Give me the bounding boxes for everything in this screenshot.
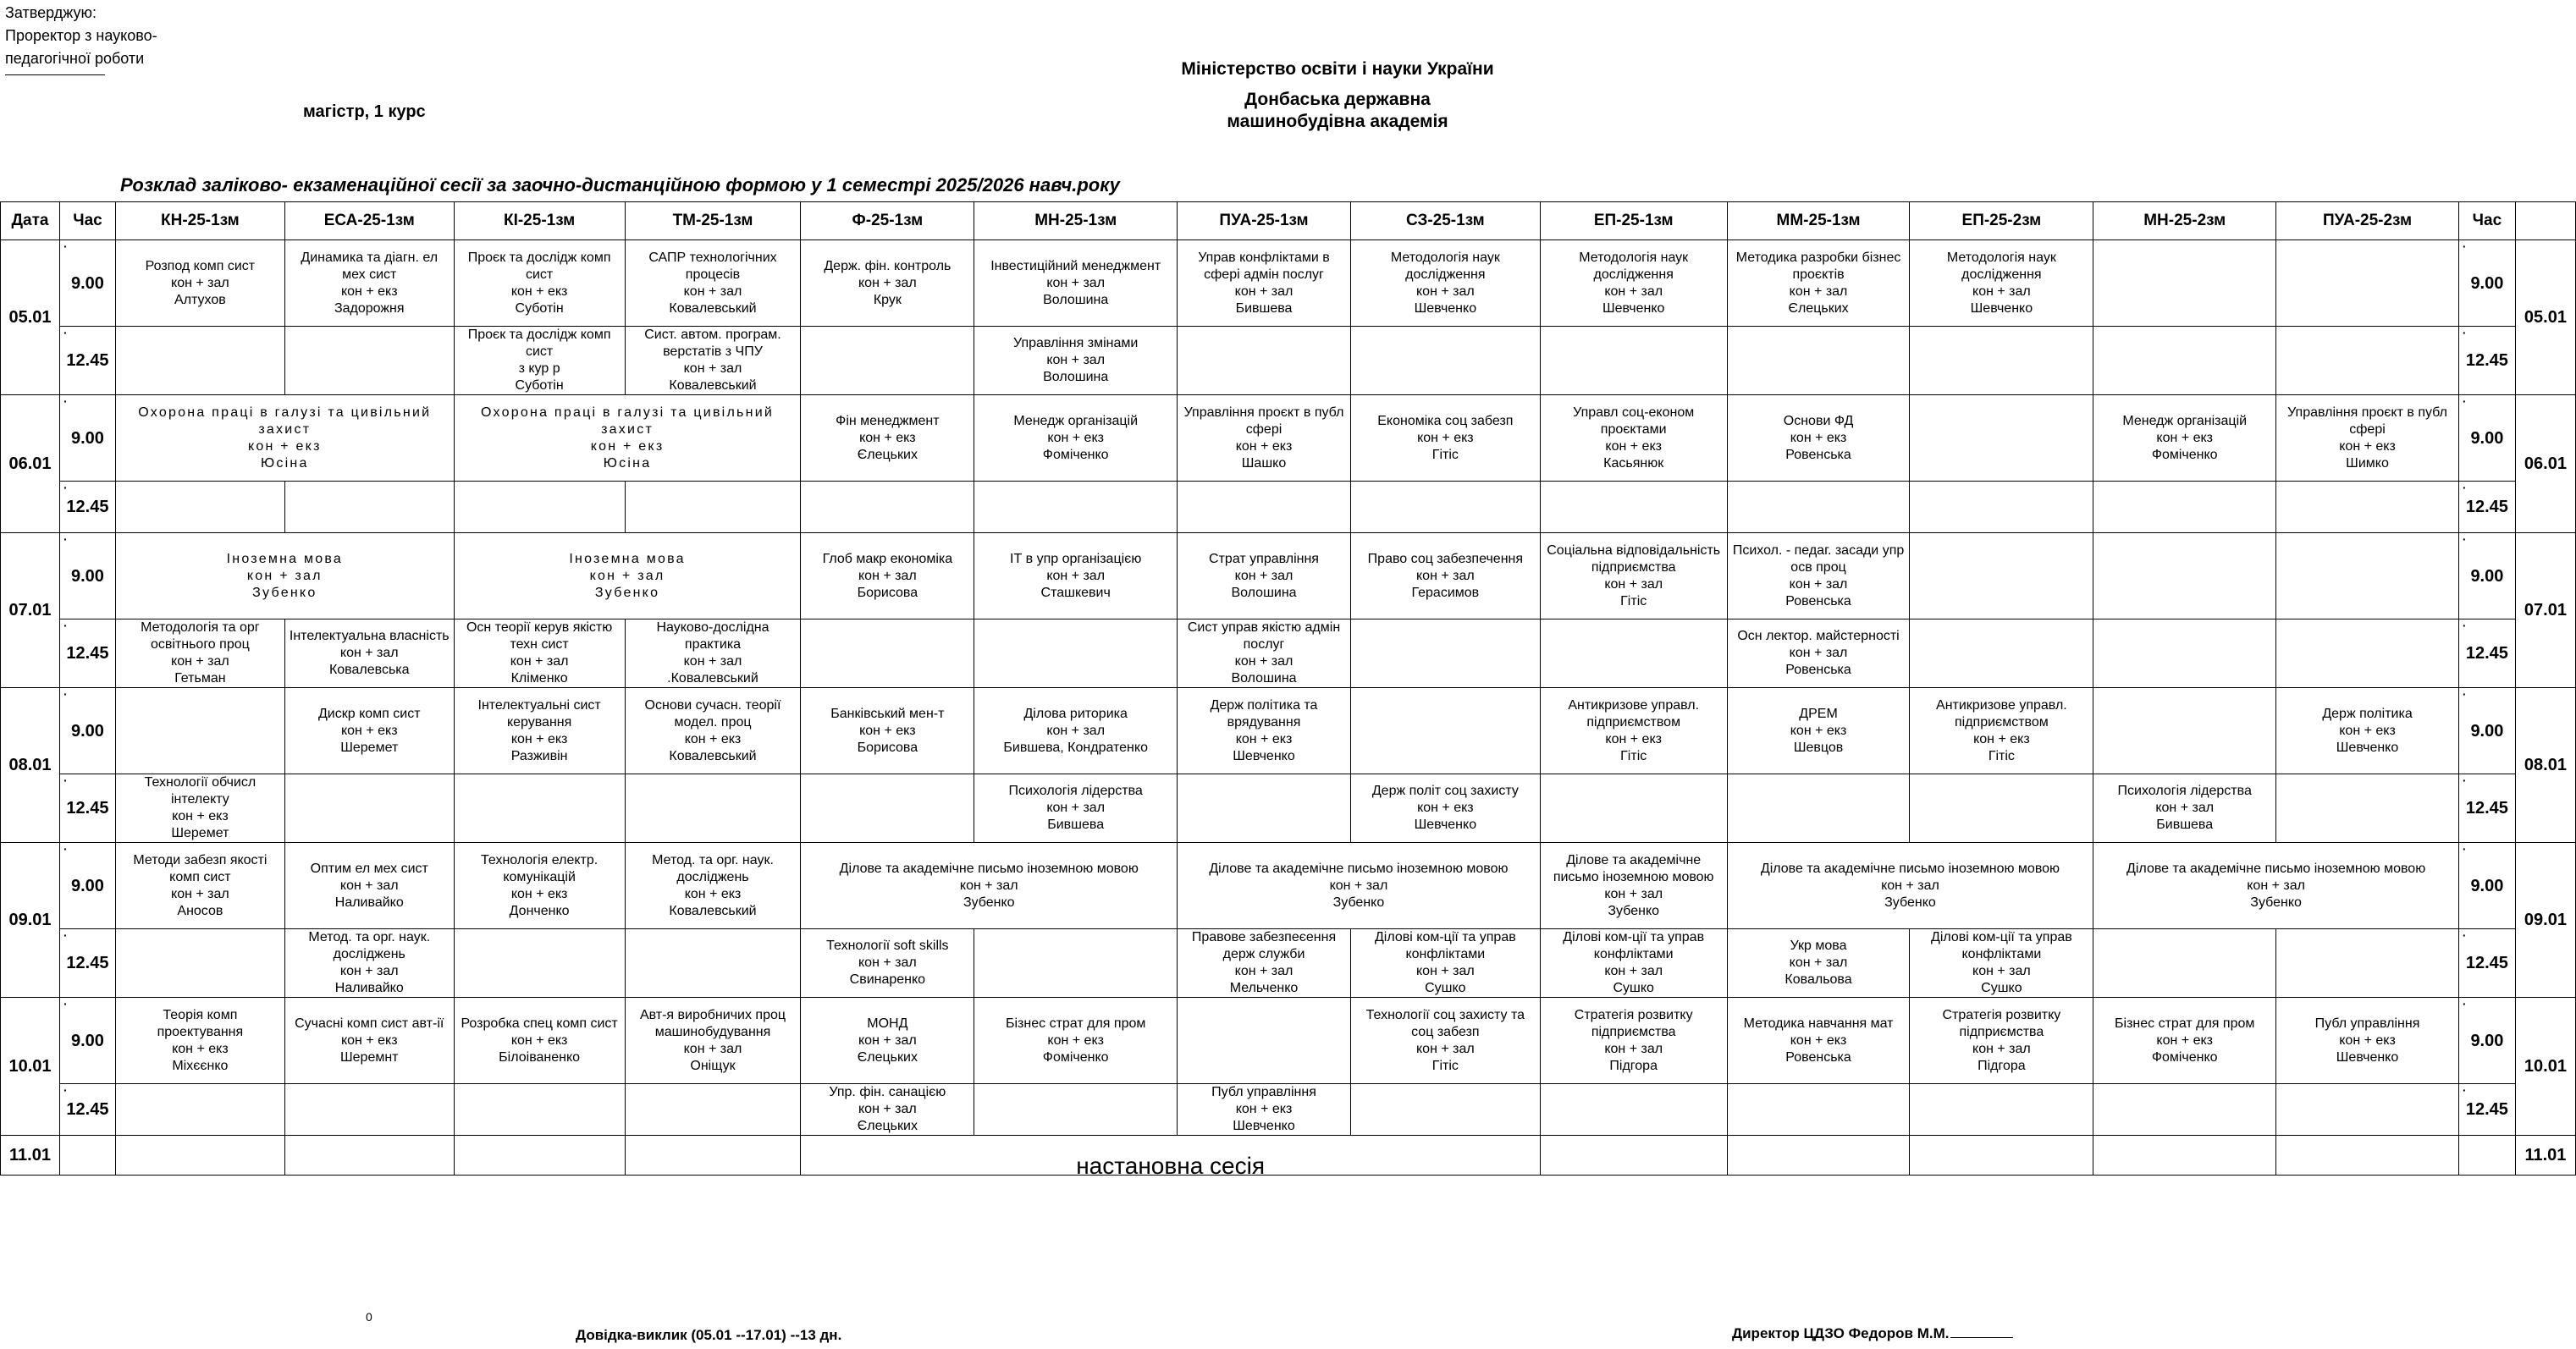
- slot-time-right: · 9.00: [2458, 998, 2515, 1084]
- class-cell: Психологія лідерства кон + зал Бившева: [974, 774, 1178, 843]
- date-header: Дата: [1, 202, 60, 240]
- class-cell: Проєк та дослідж комп сист кон + екз Суботін: [454, 240, 625, 327]
- class-cell: Менедж організацій кон + екз Фоміченко: [2093, 395, 2276, 482]
- class-cell: [2093, 240, 2276, 327]
- signature-line: [5, 74, 105, 75]
- class-cell: [454, 929, 625, 998]
- schedule-row: [1, 774, 2576, 843]
- session-label: настановна сесія: [801, 1136, 1540, 1176]
- slot-time: · 9.00: [59, 395, 115, 482]
- class-cell: Охорона праці в галузі та цивільний захист кон + екз Юсіна: [454, 395, 801, 482]
- class-cell: [801, 482, 974, 533]
- schedule-row: [1, 395, 2576, 482]
- class-cell: [115, 482, 284, 533]
- session-empty-cell: [1727, 1136, 1910, 1176]
- class-cell: [1727, 774, 1910, 843]
- class-cell: Ділове та академічне письмо іноземною мовою кон + зал Зубенко: [1727, 843, 2093, 929]
- class-cell: Укр мова кон + зал Ковальова: [1727, 929, 1910, 998]
- class-cell: [1540, 1084, 1727, 1136]
- class-cell: Методи забезп якості комп сист кон + зал Аносов: [115, 843, 284, 929]
- class-cell: Технологія електр. комунікацій кон + екз Донченко: [454, 843, 625, 929]
- schedule-row: [1, 533, 2576, 619]
- class-cell: Держ політика кон + екз Шевченко: [2276, 688, 2459, 774]
- class-cell: Ділове та академічне письмо іноземною мовою кон + зал Зубенко: [2093, 843, 2459, 929]
- slot-time: · 12.45: [59, 327, 115, 395]
- class-cell: [1350, 1084, 1540, 1136]
- class-cell: Психол. - педаг. засади упр осв проц кон + зал Ровенська: [1727, 533, 1910, 619]
- class-cell: [974, 929, 1178, 998]
- class-cell: Менедж організацій кон + екз Фоміченко: [974, 395, 1178, 482]
- class-cell: ДРЕМ кон + екз Шевцов: [1727, 688, 1910, 774]
- time-header-right: Час: [2458, 202, 2515, 240]
- session-empty-cell: [2093, 1136, 2276, 1176]
- class-cell: Управління проєкт в публ сфері кон + екз Шашко: [1178, 395, 1351, 482]
- day-date-right: 08.01: [2515, 688, 2575, 843]
- class-cell: Управління проєкт в публ сфері кон + екз Шимко: [2276, 395, 2459, 482]
- slot-time-right: · 12.45: [2458, 619, 2515, 688]
- class-cell: Держ політ соц захисту кон + екз Шевченко: [1350, 774, 1540, 843]
- class-cell: Бізнес страт для пром кон + екз Фоміченко: [2093, 998, 2276, 1084]
- class-cell: [1910, 619, 2093, 688]
- session-empty-cell: [2276, 1136, 2459, 1176]
- class-cell: Сист. автом. програм. верстатів з ЧПУ кон + зал Ковалевський: [625, 327, 801, 395]
- class-cell: [1540, 774, 1727, 843]
- class-cell: Ділове та академічне письмо іноземною мовою кон + зал Зубенко: [1540, 843, 1727, 929]
- class-cell: [1910, 774, 2093, 843]
- group-header: Ф-25-1зм: [801, 202, 974, 240]
- class-cell: [2093, 1084, 2276, 1136]
- class-cell: Право соц забезпечення кон + зал Герасимов: [1350, 533, 1540, 619]
- class-cell: Ділове та академічне письмо іноземною мовою кон + зал Зубенко: [801, 843, 1178, 929]
- time-header: Час: [59, 202, 115, 240]
- class-cell: [625, 1084, 801, 1136]
- class-cell: Сист управ якістю адмін послуг кон + зал Волошина: [1178, 619, 1351, 688]
- approval-block: [5, 2, 157, 70]
- class-cell: [1540, 327, 1727, 395]
- class-cell: [801, 774, 974, 843]
- slot-time: · 9.00: [59, 998, 115, 1084]
- class-cell: Антикризове управл. підприємством кон + екз Гітіс: [1910, 688, 2093, 774]
- class-cell: Технології soft skills кон + зал Свинаренко: [801, 929, 974, 998]
- class-cell: Глоб макр економіка кон + зал Борисова: [801, 533, 974, 619]
- class-cell: Сучасні комп сист авт-ії кон + екз Шеремнт: [284, 998, 454, 1084]
- slot-time: · 12.45: [59, 774, 115, 843]
- slot-time-right: · 12.45: [2458, 327, 2515, 395]
- group-header: ТМ-25-1зм: [625, 202, 801, 240]
- slot-time-right: · 9.00: [2458, 688, 2515, 774]
- day-date-right: 05.01: [2515, 240, 2575, 395]
- class-cell: Стратегія розвитку підприємства кон + зал Підгора: [1910, 998, 2093, 1084]
- day-date: 05.01: [1, 240, 60, 395]
- schedule-row: [1, 998, 2576, 1084]
- slot-time: · 12.45: [59, 1084, 115, 1136]
- class-cell: Публ управління кон + екз Шевченко: [1178, 1084, 1351, 1136]
- class-cell: [2276, 619, 2459, 688]
- group-header: МН-25-2зм: [2093, 202, 2276, 240]
- day-date: 09.01: [1, 843, 60, 998]
- class-cell: Ділові ком-ції та управ конфліктами кон + зал Сушко: [1350, 929, 1540, 998]
- class-cell: Розробка спец комп сист кон + екз Білоіваненко: [454, 998, 625, 1084]
- class-cell: Осн лектор. майстерності кон + зал Ровенська: [1727, 619, 1910, 688]
- class-cell: Управ конфліктами в сфері адмін послуг кон + зал Бившева: [1178, 240, 1351, 327]
- header-row: [1, 202, 2576, 240]
- schedule-row: [1, 240, 2576, 327]
- class-cell: Осн теорії керув якістю техн сист кон + зал Кліменко: [454, 619, 625, 688]
- class-cell: [1350, 688, 1540, 774]
- class-cell: Основи ФД кон + екз Ровенська: [1727, 395, 1910, 482]
- class-cell: [2276, 774, 2459, 843]
- class-cell: [974, 619, 1178, 688]
- class-cell: Упр. фін. санацією кон + зал Єлецьких: [801, 1084, 974, 1136]
- class-cell: [625, 482, 801, 533]
- slot-time: · 12.45: [59, 619, 115, 688]
- slot-time-right: · 9.00: [2458, 843, 2515, 929]
- class-cell: [625, 929, 801, 998]
- class-cell: Ділові ком-ції та управ конфліктами кон + зал Сушко: [1540, 929, 1727, 998]
- slot-time-right: · 12.45: [2458, 482, 2515, 533]
- schedule-row: [1, 327, 2576, 395]
- session-row: [1, 1136, 2576, 1176]
- slot-time: · 9.00: [59, 688, 115, 774]
- session-date: 11.01: [1, 1136, 60, 1176]
- slot-time-right: · 12.45: [2458, 774, 2515, 843]
- class-cell: [1910, 395, 2093, 482]
- class-cell: Управління змінами кон + зал Волошина: [974, 327, 1178, 395]
- group-header: ЕСА-25-1зм: [284, 202, 454, 240]
- session-time-blank: [59, 1136, 115, 1176]
- class-cell: [1178, 482, 1351, 533]
- class-cell: [454, 482, 625, 533]
- class-cell: Управл соц-економ проєктами кон + екз Касьянюк: [1540, 395, 1727, 482]
- class-cell: Ділове та академічне письмо іноземною мовою кон + зал Зубенко: [1178, 843, 1541, 929]
- session-empty-cell: [1540, 1136, 1727, 1176]
- class-cell: [2276, 240, 2459, 327]
- class-cell: [2276, 533, 2459, 619]
- class-cell: Іноземна мова кон + зал Зубенко: [454, 533, 801, 619]
- session-empty-cell: [454, 1136, 625, 1176]
- class-cell: Економіка соц забезп кон + екз Гітіс: [1350, 395, 1540, 482]
- class-cell: [1178, 998, 1351, 1084]
- slot-time: · 9.00: [59, 533, 115, 619]
- class-cell: Держ. фін. контроль кон + зал Крук: [801, 240, 974, 327]
- class-cell: Методика навчання мат кон + екз Ровенська: [1727, 998, 1910, 1084]
- slot-time-right: · 9.00: [2458, 240, 2515, 327]
- session-date-right: 11.01: [2515, 1136, 2575, 1176]
- class-cell: [1727, 482, 1910, 533]
- day-date: 06.01: [1, 395, 60, 533]
- class-cell: Основи сучасн. теорії модел. проц кон + екз Ковалевський: [625, 688, 801, 774]
- slot-time: · 12.45: [59, 482, 115, 533]
- class-cell: Держ політика та врядування кон + екз Шевченко: [1178, 688, 1351, 774]
- class-cell: Стратегія розвитку підприємства кон + зал Підгора: [1540, 998, 1727, 1084]
- class-cell: Методологія наук дослідження кон + зал Шевченко: [1540, 240, 1727, 327]
- session-empty-cell: [1910, 1136, 2093, 1176]
- class-cell: [454, 774, 625, 843]
- class-cell: Страт управління кон + зал Волошина: [1178, 533, 1351, 619]
- schedule-title: Розклад заліково- екзаменаційної сесії за заочно-дистанційною формою у 1 семестрі 2025/2026 навч.року: [120, 174, 1120, 195]
- class-cell: Антикризове управл. підприємством кон + екз Гітіс: [1540, 688, 1727, 774]
- class-cell: Фін менеджмент кон + екз Єлецьких: [801, 395, 974, 482]
- class-cell: Метод. та орг. наук. досліджень кон + екз Ковалевський: [625, 843, 801, 929]
- group-header: КІ-25-1зм: [454, 202, 625, 240]
- class-cell: Ділова риторика кон + зал Бившева, Кондратенко: [974, 688, 1178, 774]
- academy-line-1: Донбаська державна: [1244, 90, 1431, 109]
- class-cell: [2093, 533, 2276, 619]
- class-cell: Інтелектуальна власність кон + зал Ковалевська: [284, 619, 454, 688]
- class-cell: Оптим ел мех сист кон + зал Наливайко: [284, 843, 454, 929]
- class-cell: [1910, 482, 2093, 533]
- class-cell: Технології обчисл інтелекту кон + екз Шеремет: [115, 774, 284, 843]
- class-cell: Інтелектуальні сист керування кон + екз Разживін: [454, 688, 625, 774]
- class-cell: [115, 929, 284, 998]
- class-cell: Розпод комп сист кон + зал Алтухов: [115, 240, 284, 327]
- class-cell: Методика разробки бізнес проєктів кон + зал Єлецьких: [1727, 240, 1910, 327]
- class-cell: [2093, 482, 2276, 533]
- class-cell: Публ управління кон + екз Шевченко: [2276, 998, 2459, 1084]
- class-cell: [1178, 774, 1351, 843]
- class-cell: Методологія наук дослідження кон + зал Шевченко: [1350, 240, 1540, 327]
- class-cell: Соціальна відповідальність підприємства кон + зал Гітіс: [1540, 533, 1727, 619]
- class-cell: [115, 688, 284, 774]
- class-cell: Психологія лідерства кон + зал Бившева: [2093, 774, 2276, 843]
- class-cell: [974, 1084, 1178, 1136]
- position-line-2: педагогічної роботи: [5, 50, 145, 67]
- footer-zero: 0: [366, 1310, 372, 1324]
- class-cell: Динамика та діагн. ел мех сист кон + екз Задорожня: [284, 240, 454, 327]
- group-header: КН-25-1зм: [115, 202, 284, 240]
- slot-time-right: · 9.00: [2458, 395, 2515, 482]
- group-header: МН-25-1зм: [974, 202, 1178, 240]
- group-header: ПУА-25-2зм: [2276, 202, 2459, 240]
- class-cell: [284, 327, 454, 395]
- slot-time-right: · 9.00: [2458, 533, 2515, 619]
- session-empty-cell: [284, 1136, 454, 1176]
- class-cell: Теорія комп проектування кон + екз Міхєєнко: [115, 998, 284, 1084]
- class-cell: [2276, 482, 2459, 533]
- group-header: СЗ-25-1зм: [1350, 202, 1540, 240]
- class-cell: [2093, 619, 2276, 688]
- class-cell: Авт-я виробничих проц машинобудування кон + зал Оніщук: [625, 998, 801, 1084]
- session-time-blank-right: [2458, 1136, 2515, 1176]
- group-header: ЕП-25-2зм: [1910, 202, 2093, 240]
- class-cell: [1540, 619, 1727, 688]
- class-cell: [625, 774, 801, 843]
- class-cell: Охорона праці в галузі та цивільний захист кон + екз Юсіна: [115, 395, 454, 482]
- day-date-right: 09.01: [2515, 843, 2575, 998]
- day-date-right: 07.01: [2515, 533, 2575, 688]
- day-date: 10.01: [1, 998, 60, 1136]
- group-header: ПУА-25-1зм: [1178, 202, 1351, 240]
- class-cell: [284, 1084, 454, 1136]
- class-cell: МОНД кон + зал Єлецьких: [801, 998, 974, 1084]
- class-cell: Методологія та орг освітнього проц кон + зал Гетьман: [115, 619, 284, 688]
- director-name: Директор ЦДЗО Федоров М.М.: [1732, 1325, 1950, 1341]
- class-cell: [2093, 688, 2276, 774]
- class-cell: [1178, 327, 1351, 395]
- class-cell: [974, 482, 1178, 533]
- class-cell: [1350, 619, 1540, 688]
- day-date: 08.01: [1, 688, 60, 843]
- day-date-right: 10.01: [2515, 998, 2575, 1136]
- class-cell: Іноземна мова кон + зал Зубенко: [115, 533, 454, 619]
- class-cell: Правове забезпеєення держ служби кон + зал Мельченко: [1178, 929, 1351, 998]
- class-cell: Ділові ком-ції та управ конфліктами кон + зал Сушко: [1910, 929, 2093, 998]
- position-line-1: Проректор з науково-: [5, 27, 157, 44]
- class-cell: [1540, 482, 1727, 533]
- class-cell: [2093, 929, 2276, 998]
- academy-line-2: машинобудівна академія: [1227, 112, 1448, 131]
- class-cell: Проєк та дослідж комп сист з кур р Суботін: [454, 327, 625, 395]
- schedule-row: [1, 1084, 2576, 1136]
- schedule-table: [0, 201, 2576, 1176]
- reference-note: Довідка-виклик (05.01 --17.01) --13 дн.: [576, 1327, 842, 1343]
- slot-time-right: · 12.45: [2458, 1084, 2515, 1136]
- class-cell: Банківський мен-т кон + екз Борисова: [801, 688, 974, 774]
- class-cell: [1910, 1084, 2093, 1136]
- class-cell: [1910, 327, 2093, 395]
- day-date: 07.01: [1, 533, 60, 688]
- class-cell: [284, 774, 454, 843]
- class-cell: Інвестиційний менеджмент кон + зал Волошина: [974, 240, 1178, 327]
- class-cell: [1910, 533, 2093, 619]
- slot-time-right: · 12.45: [2458, 929, 2515, 998]
- director-signature-line: [1950, 1337, 2013, 1338]
- class-cell: [2276, 327, 2459, 395]
- class-cell: [2276, 929, 2459, 998]
- schedule-row: [1, 843, 2576, 929]
- slot-time: · 12.45: [59, 929, 115, 998]
- class-cell: [1350, 482, 1540, 533]
- director-signature: [1732, 1325, 2013, 1342]
- class-cell: Технології соц захисту та соц забезп кон + зал Гітіс: [1350, 998, 1540, 1084]
- group-header: ЕП-25-1зм: [1540, 202, 1727, 240]
- class-cell: Бізнес страт для пром кон + екз Фоміченко: [974, 998, 1178, 1084]
- schedule-row: [1, 929, 2576, 998]
- slot-time: · 9.00: [59, 843, 115, 929]
- slot-time: · 9.00: [59, 240, 115, 327]
- degree-label: магістр, 1 курс: [303, 102, 426, 121]
- group-header: ММ-25-1зм: [1727, 202, 1910, 240]
- class-cell: [801, 619, 974, 688]
- class-cell: Науково-дослідна практика кон + зал .Ковалевський: [625, 619, 801, 688]
- class-cell: [1350, 327, 1540, 395]
- class-cell: [1727, 327, 1910, 395]
- class-cell: [284, 482, 454, 533]
- class-cell: Метод. та орг. наук. досліджень кон + зал Наливайко: [284, 929, 454, 998]
- approval-label: Затверджую:: [5, 4, 97, 21]
- class-cell: [2276, 1084, 2459, 1136]
- class-cell: [801, 327, 974, 395]
- class-cell: САПР технологічних процесів кон + зал Ковалевський: [625, 240, 801, 327]
- class-cell: [2093, 327, 2276, 395]
- date-header-right-blank: [2515, 202, 2575, 240]
- schedule-row: [1, 619, 2576, 688]
- schedule-row: [1, 688, 2576, 774]
- class-cell: Методологія наук дослідження кон + зал Шевченко: [1910, 240, 2093, 327]
- session-empty-cell: [625, 1136, 801, 1176]
- class-cell: [454, 1084, 625, 1136]
- class-cell: ІТ в упр організацією кон + зал Сташкевич: [974, 533, 1178, 619]
- schedule-row: [1, 482, 2576, 533]
- day-date-right: 06.01: [2515, 395, 2575, 533]
- session-empty-cell: [115, 1136, 284, 1176]
- class-cell: Дискр комп сист кон + екз Шеремет: [284, 688, 454, 774]
- ministry-title: Міністерство освіти і науки України: [1181, 59, 1494, 79]
- class-cell: [115, 327, 284, 395]
- class-cell: [1727, 1084, 1910, 1136]
- class-cell: [115, 1084, 284, 1136]
